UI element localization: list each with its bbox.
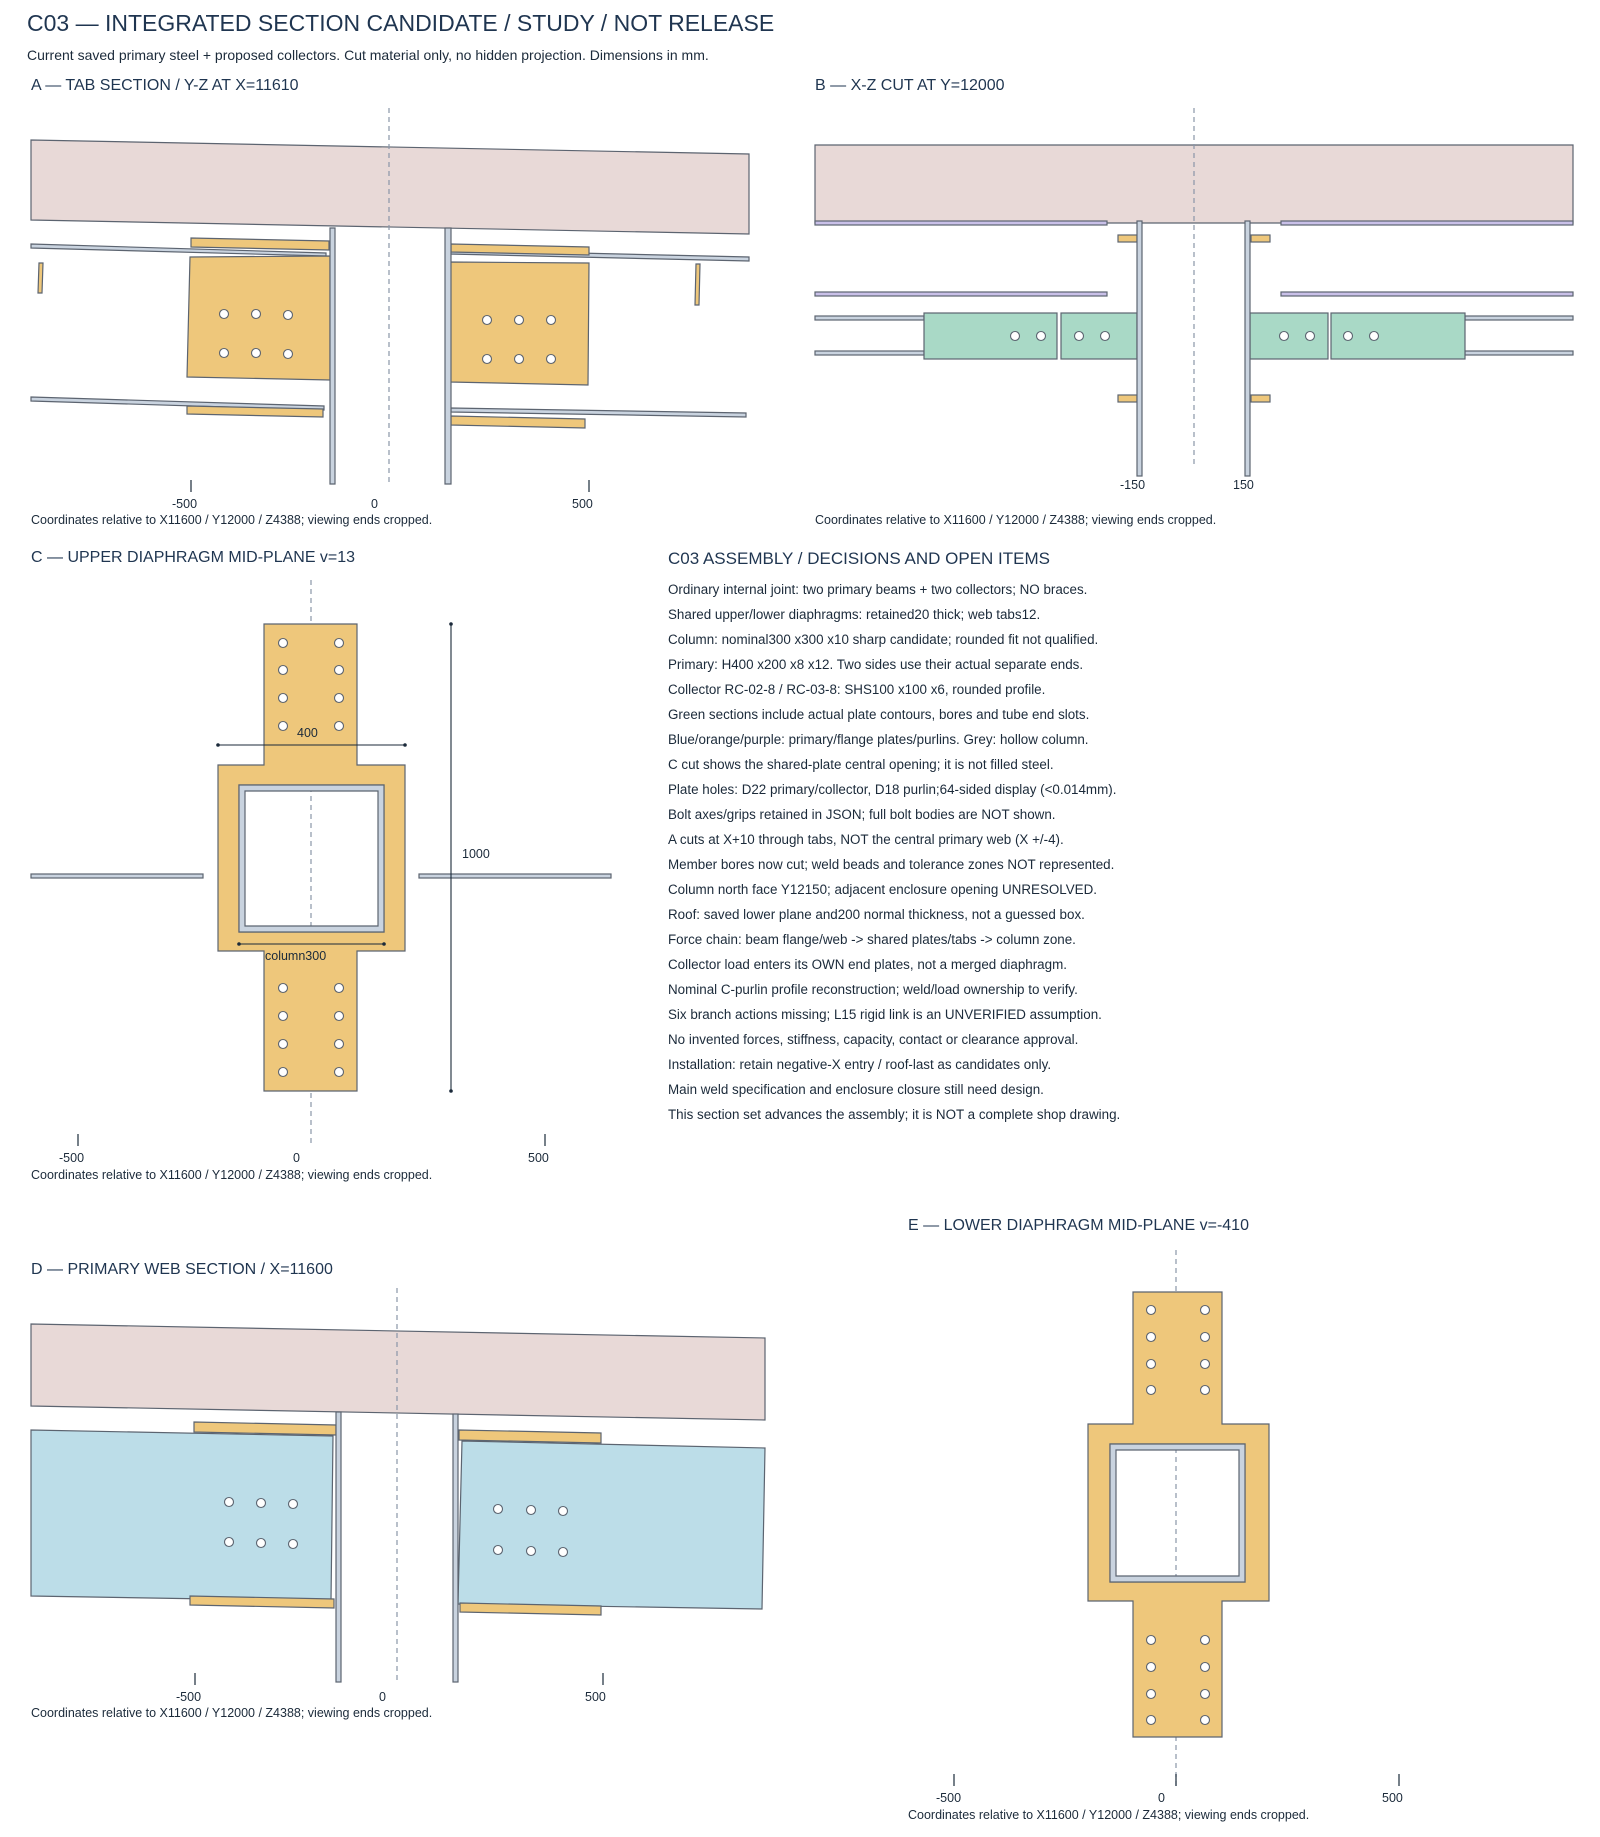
tick-label: 0 (1158, 1791, 1165, 1805)
note-item: Nominal C-purlin profile reconstruction; weld/load ownership to verify. (668, 982, 1078, 997)
diaphragm-plate (218, 624, 405, 1091)
collector-flange (815, 316, 924, 320)
dimension-end (216, 743, 220, 747)
roof-slab (31, 1324, 765, 1420)
tick-label: 500 (1382, 1791, 1403, 1805)
panel-c-drawing (31, 580, 611, 1165)
note-item: Six branch actions missing; L15 rigid link is an UNVERIFIED assumption. (668, 1007, 1102, 1022)
note-item: Shared upper/lower diaphragms: retained20 thick; web tabs12. (668, 607, 1041, 622)
bolt-hole (335, 1012, 344, 1021)
bolt-hole (559, 1548, 568, 1557)
bolt-hole (279, 1040, 288, 1049)
bolt-hole (1147, 1716, 1156, 1725)
tick-label: -500 (176, 1690, 202, 1704)
note-item: Collector load enters its OWN end plates, not a merged diaphragm. (668, 957, 1067, 972)
note-item: Ordinary internal joint: two primary beams + two collectors; NO braces. (668, 582, 1088, 597)
bolt-hole (1147, 1386, 1156, 1395)
note-item: Roof: saved lower plane and200 normal thickness, not a guessed box. (668, 907, 1085, 922)
bolt-hole (1280, 332, 1289, 341)
dimension-label: 400 (297, 726, 318, 740)
purlin-lip (695, 264, 700, 305)
note-item: Green sections include actual plate contours, bores and tube end slots. (668, 707, 1090, 722)
tick-label: -500 (936, 1791, 962, 1805)
tick-label: -150 (1120, 478, 1146, 492)
flange-plate (451, 416, 585, 428)
column-wall (445, 228, 451, 484)
bolt-hole (1037, 332, 1046, 341)
panel-c-footnote: Coordinates relative to X11600 / Y12000 / Z4388; viewing ends cropped. (31, 1168, 433, 1182)
bolt-hole (1101, 332, 1110, 341)
purlin (1281, 221, 1573, 225)
note-item: C cut shows the shared-plate central opening; it is not filled steel. (668, 757, 1054, 772)
panel-b-footnote: Coordinates relative to X11600 / Y12000 / Z4388; viewing ends cropped. (815, 513, 1217, 527)
tab (1118, 235, 1137, 242)
collector-flange (815, 351, 924, 355)
note-item: Primary: H400 x200 x8 x12. Two sides use their actual separate ends. (668, 657, 1084, 672)
bolt-hole (289, 1500, 298, 1509)
bolt-hole (1201, 1360, 1210, 1369)
bolt-hole (225, 1538, 234, 1547)
bolt-hole (1147, 1360, 1156, 1369)
bolt-hole (1075, 332, 1084, 341)
note-item: Column north face Y12150; adjacent enclosure opening UNRESOLVED. (668, 882, 1098, 897)
dimension-end (449, 1089, 453, 1093)
bolt-hole (1147, 1306, 1156, 1315)
note-item: Plate holes: D22 primary/collector, D18 purlin;64-sided display (<0.014mm). (668, 782, 1117, 797)
panel-a-drawing (31, 108, 749, 511)
tick-label: 500 (528, 1151, 549, 1165)
bolt-hole (515, 355, 524, 364)
tick-label: 0 (293, 1151, 300, 1165)
purlin (419, 874, 611, 878)
tab (1118, 395, 1137, 402)
tick-label: 0 (379, 1690, 386, 1704)
panel-a-footnote: Coordinates relative to X11600 / Y12000 / Z4388; viewing ends cropped. (31, 513, 433, 527)
bolt-hole (527, 1547, 536, 1556)
bolt-hole (335, 722, 344, 731)
bolt-hole (1147, 1663, 1156, 1672)
bolt-hole (1201, 1690, 1210, 1699)
tick-label: 500 (585, 1690, 606, 1704)
bolt-hole (559, 1507, 568, 1516)
collector-flange (1465, 351, 1573, 355)
collector-end-plate (1061, 313, 1137, 359)
bolt-hole (252, 349, 261, 358)
bolt-hole (335, 1068, 344, 1077)
bolt-hole (494, 1546, 503, 1555)
tab (1251, 235, 1270, 242)
page-title: C03 — INTEGRATED SECTION CANDIDATE / STUDY / NOT RELEASE (27, 10, 775, 36)
note-item: Member bores now cut; weld beads and tolerance zones NOT represented. (668, 857, 1115, 872)
bolt-hole (225, 1498, 234, 1507)
bolt-hole (279, 1068, 288, 1077)
dimension-end (449, 622, 453, 626)
dimension-end (403, 743, 407, 747)
note-item: Blue/orange/purple: primary/flange plates/purlins. Grey: hollow column. (668, 732, 1089, 747)
bolt-hole (284, 311, 293, 320)
panel-e-footnote: Coordinates relative to X11600 / Y12000 / Z4388; viewing ends cropped. (908, 1808, 1310, 1822)
bolt-hole (252, 310, 261, 319)
bolt-hole (1201, 1636, 1210, 1645)
panel-e-drawing (936, 1250, 1403, 1805)
bolt-hole (1370, 332, 1379, 341)
panel-d-title: D — PRIMARY WEB SECTION / X=11600 (31, 1261, 333, 1278)
bolt-hole (289, 1540, 298, 1549)
bolt-hole (279, 984, 288, 993)
tick-label: 0 (371, 497, 378, 511)
purlin (1281, 292, 1573, 296)
note-item: Column: nominal300 x300 x10 sharp candidate; rounded fit not qualified. (668, 632, 1099, 647)
purlin (31, 874, 203, 878)
bolt-hole (335, 984, 344, 993)
purlin (815, 292, 1107, 296)
tick-label: -500 (172, 497, 198, 511)
tick-label: 150 (1233, 478, 1254, 492)
panel-e-title: E — LOWER DIAPHRAGM MID-PLANE v=-410 (908, 1217, 1249, 1234)
column-wall (1137, 221, 1142, 476)
panel-d-drawing (31, 1288, 765, 1704)
bolt-hole (335, 694, 344, 703)
bolt-hole (1201, 1716, 1210, 1725)
dimension-label: 1000 (462, 847, 490, 861)
bolt-hole (335, 666, 344, 675)
purlin (451, 408, 746, 417)
bolt-hole (515, 316, 524, 325)
bolt-hole (335, 639, 344, 648)
panel-b-drawing (815, 108, 1573, 492)
purlin (815, 221, 1107, 225)
bolt-hole (483, 316, 492, 325)
bolt-hole (279, 722, 288, 731)
bolt-hole (257, 1539, 266, 1548)
note-item: Bolt axes/grips retained in JSON; full bolt bodies are NOT shown. (668, 807, 1056, 822)
roof-slab (31, 140, 749, 234)
panel-c-title: C — UPPER DIAPHRAGM MID-PLANE v=13 (31, 549, 356, 566)
bolt-hole (220, 310, 229, 319)
column-wall (330, 228, 335, 484)
tab (1251, 395, 1270, 402)
note-item: Force chain: beam flange/web -> shared plates/tabs -> column zone. (668, 932, 1076, 947)
bolt-hole (279, 639, 288, 648)
panel-d-footnote: Coordinates relative to X11600 / Y12000 / Z4388; viewing ends cropped. (31, 1706, 433, 1720)
bolt-hole (279, 666, 288, 675)
bolt-hole (1344, 332, 1353, 341)
tick-label: 500 (572, 497, 593, 511)
bolt-hole (527, 1506, 536, 1515)
bolt-hole (483, 355, 492, 364)
column-wall (453, 1414, 458, 1682)
panel-a-title: A — TAB SECTION / Y-Z AT X=11610 (31, 77, 299, 94)
bolt-hole (1011, 332, 1020, 341)
bolt-hole (1201, 1386, 1210, 1395)
bolt-hole (1147, 1636, 1156, 1645)
note-item: A cuts at X+10 through tabs, NOT the central primary web (X +/-4). (668, 832, 1064, 847)
bolt-hole (1147, 1690, 1156, 1699)
tick-label: -500 (59, 1151, 85, 1165)
bolt-hole (1201, 1306, 1210, 1315)
bolt-hole (279, 1012, 288, 1021)
column-section (1110, 1444, 1245, 1582)
primary-web (31, 1430, 333, 1601)
panel-b-title: B — X-Z CUT AT Y=12000 (815, 77, 1005, 94)
bolt-hole (1201, 1333, 1210, 1342)
note-item: Installation: retain negative-X entry / roof-last as candidates only. (668, 1057, 1052, 1072)
note-item: This section set advances the assembly; it is NOT a complete shop drawing. (668, 1107, 1121, 1122)
collector-flange (1465, 316, 1573, 320)
bolt-hole (547, 316, 556, 325)
bolt-hole (1201, 1663, 1210, 1672)
note-item: Main weld specification and enclosure closure still need design. (668, 1082, 1044, 1097)
bolt-hole (1306, 332, 1315, 341)
flange-plate (194, 1422, 336, 1435)
dimension-end (382, 942, 386, 946)
bolt-hole (220, 349, 229, 358)
bolt-hole (257, 1499, 266, 1508)
column-wall (336, 1412, 341, 1682)
primary-web (458, 1441, 765, 1609)
bolt-hole (1147, 1333, 1156, 1342)
flange-plate (191, 238, 329, 250)
bolt-hole (279, 694, 288, 703)
page-subtitle: Current saved primary steel + proposed collectors. Cut material only, no hidden projection. Dimensions in mm. (27, 47, 709, 63)
bolt-hole (547, 355, 556, 364)
purlin-lip (38, 263, 43, 293)
bolt-hole (284, 350, 293, 359)
dimension-label: column300 (265, 949, 327, 963)
note-item: No invented forces, stiffness, capacity, contact or clearance approval. (668, 1032, 1079, 1047)
notes-title: C03 ASSEMBLY / DECISIONS AND OPEN ITEMS (668, 549, 1050, 568)
bolt-hole (335, 1040, 344, 1049)
bolt-hole (494, 1505, 503, 1514)
dimension-end (237, 942, 241, 946)
column-wall (1245, 221, 1250, 476)
note-item: Collector RC-02-8 / RC-03-8: SHS100 x100 x6, rounded profile. (668, 682, 1046, 697)
flange-plate (459, 1430, 601, 1443)
